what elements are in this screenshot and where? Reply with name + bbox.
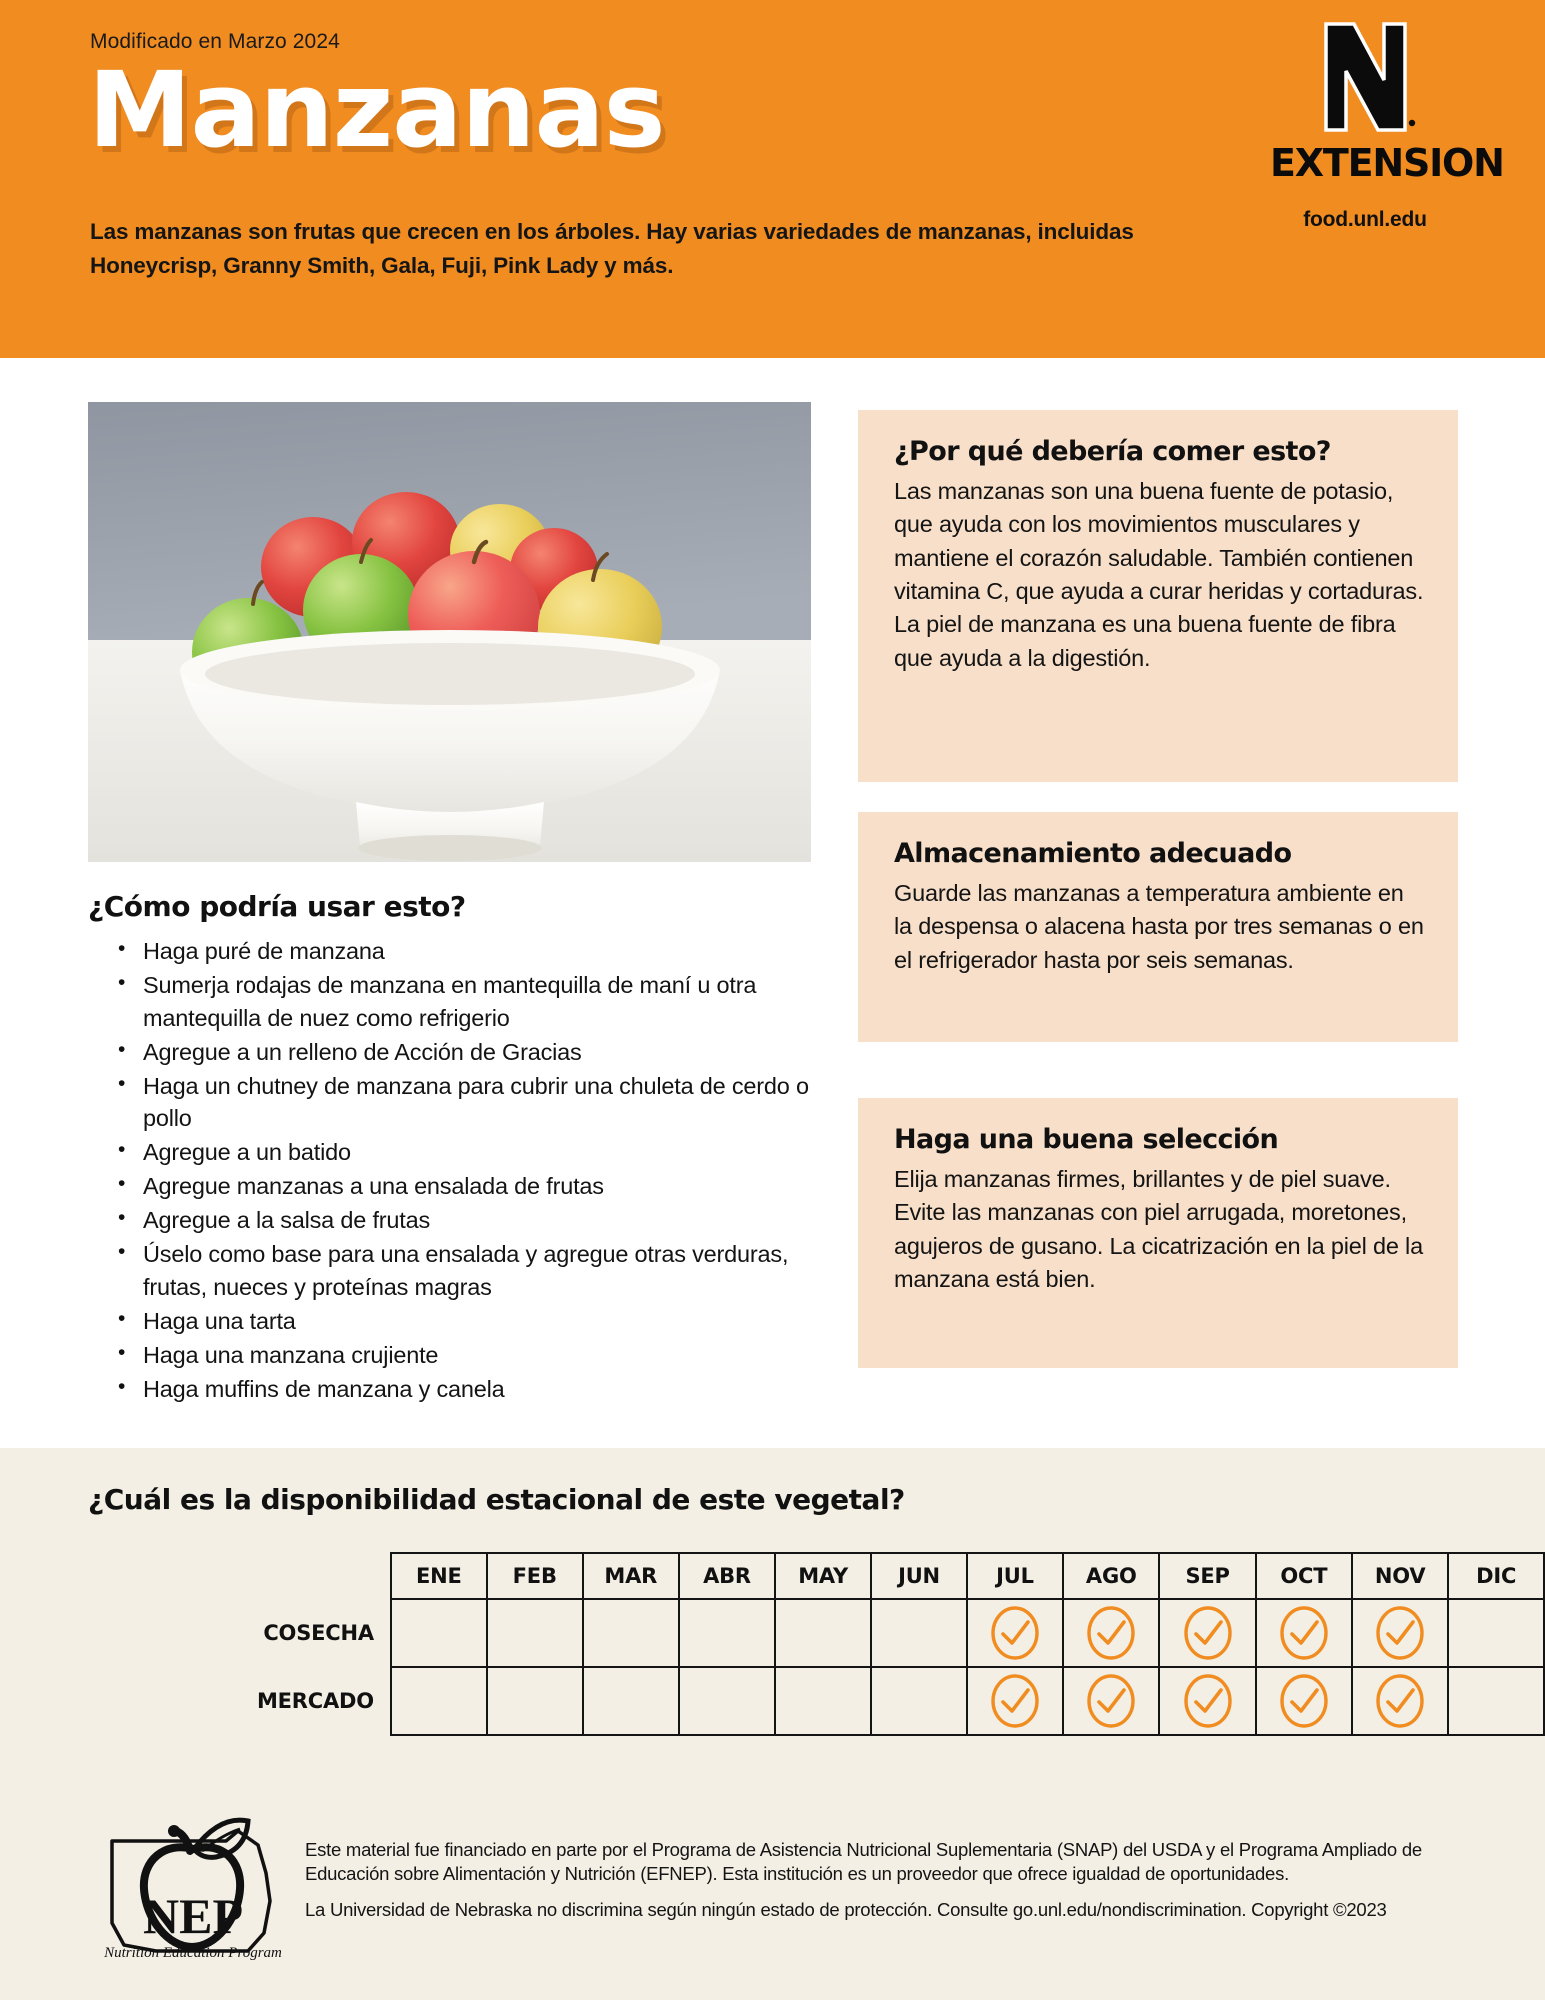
list-item: • Haga una manzana crujiente — [110, 1339, 830, 1372]
availability-cell[interactable] — [1256, 1667, 1352, 1735]
apples-bowl-illustration — [88, 402, 811, 862]
availability-cell[interactable] — [391, 1599, 487, 1667]
month-header: ENE — [391, 1553, 487, 1599]
modified-date: Modificado en Marzo 2024 — [90, 30, 340, 53]
storage-heading: Almacenamiento adecuado — [894, 838, 1292, 869]
availability-cell[interactable] — [871, 1667, 967, 1735]
month-header: SEP — [1159, 1553, 1255, 1599]
month-header: MAY — [775, 1553, 871, 1599]
why-eat-heading: ¿Por qué debería comer esto? — [894, 436, 1331, 467]
selection-heading: Haga una buena selección — [894, 1124, 1279, 1155]
svg-text:NEP: NEP — [143, 1888, 243, 1944]
storage-body: Guarde las manzanas a temperatura ambiente en la despensa o alacena hasta por tres semanas o en el refrigerador hasta por seis semanas. — [894, 880, 1424, 973]
svg-text:Nutrition Education Program: Nutrition Education Program — [104, 1945, 282, 1961]
table-header-row — [240, 1553, 1544, 1599]
storage-box — [858, 812, 1458, 1042]
unl-extension-logo — [1270, 18, 1504, 185]
availability-cell[interactable] — [487, 1599, 583, 1667]
footer-paragraph-nondiscrimination: La Universidad de Nebraska no discrimina según ningún estado de protección. Consulte go.unl.edu/nondiscrimination. Copyright ©2023 — [305, 1899, 1387, 1921]
nep-apple-nebraska-icon — [98, 1805, 288, 1967]
availability-cell[interactable] — [583, 1667, 679, 1735]
footer-disclaimer — [305, 1838, 1465, 1922]
page-title: Manzanas — [88, 49, 665, 171]
availability-cell[interactable] — [583, 1599, 679, 1667]
availability-cell[interactable] — [1352, 1667, 1448, 1735]
availability-cell[interactable] — [679, 1599, 775, 1667]
table-body — [240, 1599, 1544, 1735]
usage-heading: ¿Cómo podría usar esto? — [88, 890, 466, 923]
apples-photo — [88, 402, 811, 862]
availability-cell[interactable] — [1256, 1599, 1352, 1667]
availability-cell[interactable] — [679, 1667, 775, 1735]
website-url[interactable]: food.unl.edu — [1303, 208, 1427, 231]
availability-cell[interactable] — [967, 1599, 1063, 1667]
selection-body: Elija manzanas firmes, brillantes y de piel suave. Evite las manzanas con piel arrugada, moretones, agujeros de gusano. La cicatrización en la piel de la manzana está bien. — [894, 1166, 1423, 1293]
check-circle-icon — [989, 1672, 1041, 1730]
availability-cell[interactable] — [1159, 1667, 1255, 1735]
month-header: NOV — [1352, 1553, 1448, 1599]
check-circle-icon — [989, 1604, 1041, 1662]
availability-cell[interactable] — [871, 1599, 967, 1667]
table-corner-cell — [240, 1553, 391, 1599]
header-banner — [0, 0, 1545, 358]
availability-cell[interactable] — [1063, 1599, 1159, 1667]
nebraska-n-icon — [1306, 18, 1424, 140]
month-header: OCT — [1256, 1553, 1352, 1599]
list-item: • Agregue a un relleno de Acción de Gracias — [110, 1036, 830, 1069]
row-label: COSECHA — [263, 1621, 374, 1645]
list-item: • Sumerja rodajas de manzana en mantequilla de maní u otra mantequilla de nuez como refrigerio — [110, 969, 830, 1035]
selection-box — [858, 1098, 1458, 1368]
availability-cell[interactable] — [775, 1599, 871, 1667]
list-item: • Haga una tarta — [110, 1305, 830, 1338]
row-label: MERCADO — [256, 1689, 374, 1713]
list-item: • Haga muffins de manzana y canela — [110, 1373, 830, 1406]
table-row — [240, 1667, 1544, 1735]
why-eat-body: Las manzanas son una buena fuente de potasio, que ayuda con los movimientos musculares y mantiene el corazón saludable. También contienen vitamina C, que ayuda a curar heridas y cortaduras. La piel de manzana es una buena fuente de fibra que ayuda a la digestión. — [894, 478, 1424, 671]
availability-cell[interactable] — [775, 1667, 871, 1735]
month-header: MAR — [583, 1553, 679, 1599]
availability-cell[interactable] — [1448, 1599, 1544, 1667]
check-circle-icon — [1182, 1672, 1234, 1730]
header-description: Las manzanas son frutas que crecen en los árboles. Hay varias variedades de manzanas, incluidas Honeycrisp, Granny Smith, Gala, Fuji, Pink Lady y más. — [90, 219, 1134, 279]
month-header: JUL — [967, 1553, 1063, 1599]
month-header: DIC — [1448, 1553, 1544, 1599]
availability-cell[interactable] — [391, 1667, 487, 1735]
availability-cell[interactable] — [1352, 1599, 1448, 1667]
table-row — [240, 1599, 1544, 1667]
availability-cell[interactable] — [487, 1667, 583, 1735]
list-item: • Haga puré de manzana — [110, 935, 830, 968]
month-header: FEB — [487, 1553, 583, 1599]
availability-cell[interactable] — [1448, 1667, 1544, 1735]
list-item: • Haga un chutney de manzana para cubrir una chuleta de cerdo o pollo — [110, 1070, 830, 1136]
nep-logo — [98, 1805, 288, 1967]
check-circle-icon — [1085, 1672, 1137, 1730]
availability-table — [240, 1552, 1545, 1736]
seasonal-calendar — [240, 1552, 1545, 1736]
check-circle-icon — [1182, 1604, 1234, 1662]
check-circle-icon — [1374, 1604, 1426, 1662]
list-item: • Agregue a un batido — [110, 1136, 830, 1169]
check-circle-icon — [1085, 1604, 1137, 1662]
availability-cell[interactable] — [1063, 1667, 1159, 1735]
usage-list — [110, 935, 830, 1406]
check-circle-icon — [1374, 1672, 1426, 1730]
availability-cell[interactable] — [967, 1667, 1063, 1735]
footer-paragraph-funding: Este material fue financiado en parte por el Programa de Asistencia Nutricional Suplementaria (SNAP) del USDA y el Programa Ampliado de Educación sobre Alimentación y Nutrición (EFNEP). Esta institución es un proveedor que ofrece igualdad de oportunidades. — [305, 1839, 1422, 1885]
check-circle-icon — [1278, 1672, 1330, 1730]
month-header: JUN — [871, 1553, 967, 1599]
list-item: • Úselo como base para una ensalada y agregue otras verduras, frutas, nueces y proteínas magras — [110, 1238, 830, 1304]
month-header: ABR — [679, 1553, 775, 1599]
seasonal-heading: ¿Cuál es la disponibilidad estacional de este vegetal? — [88, 1483, 905, 1516]
availability-cell[interactable] — [1159, 1599, 1255, 1667]
list-item: • Agregue a la salsa de frutas — [110, 1204, 830, 1237]
why-eat-box — [858, 410, 1458, 782]
check-circle-icon — [1278, 1604, 1330, 1662]
list-item: • Agregue manzanas a una ensalada de frutas — [110, 1170, 830, 1203]
month-header: AGO — [1063, 1553, 1159, 1599]
extension-wordmark: EXTENSION — [1270, 141, 1504, 185]
